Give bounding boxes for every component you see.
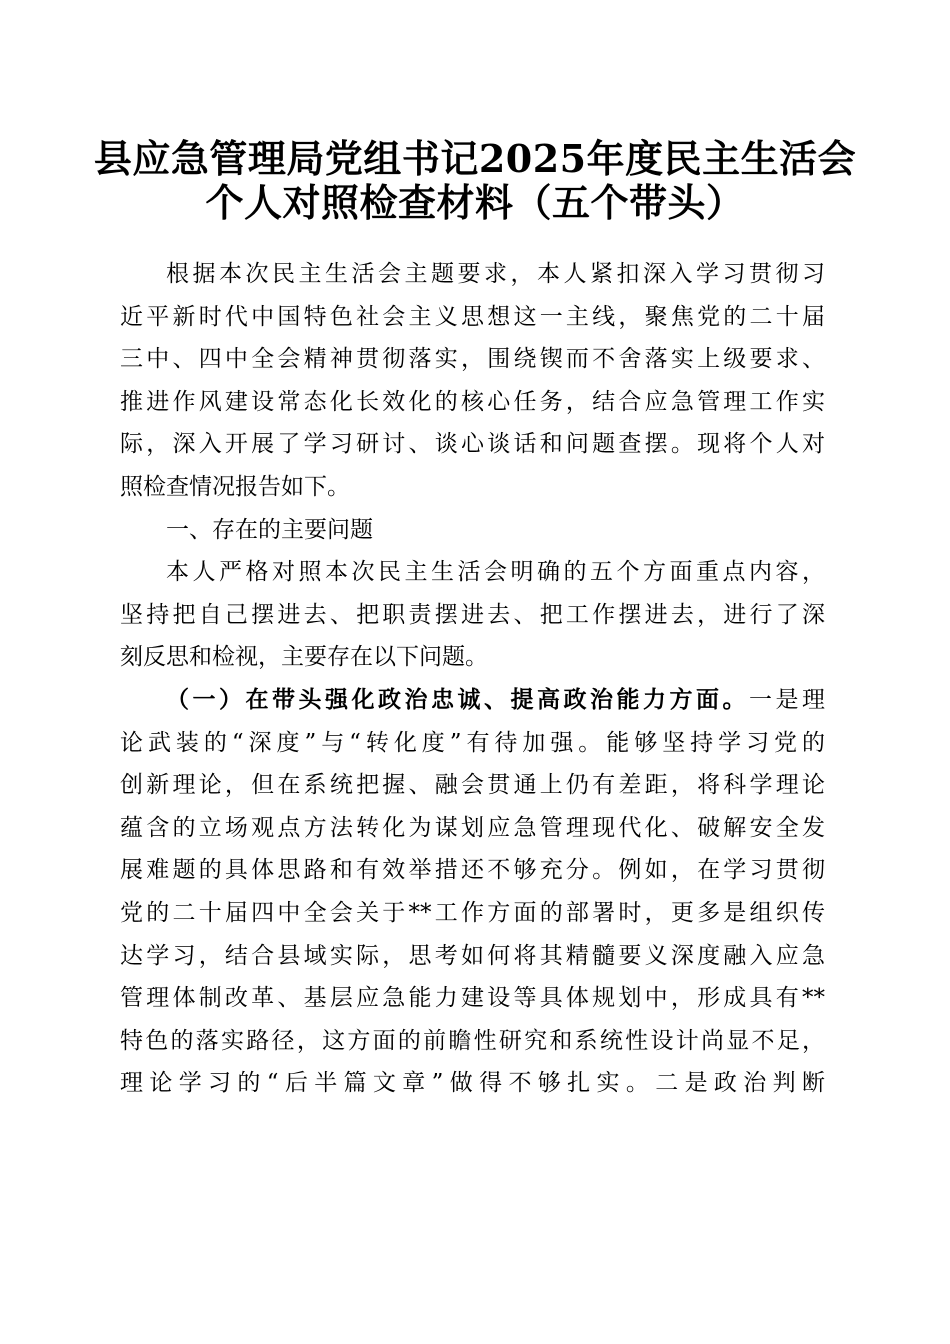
paragraph-1-line: 近平新时代中国特色社会主义思想这一主线，聚焦党的二十届 (120, 303, 825, 330)
paragraph-1-line: 际，深入开展了学习研讨、谈心谈话和问题查摆。现将个人对 (120, 431, 825, 458)
document-title-line-1: 县应急管理局党组书记2025年度民主生活会 (93, 136, 857, 181)
subsection-1-text: 一是理 (749, 686, 825, 713)
paragraph-3-line: 展难题的具体思路和有效举措还不够充分。例如，在学习贯彻 (120, 857, 825, 884)
section-1-heading: 一、存在的主要问题 (166, 516, 373, 543)
paragraph-3-line: 党的二十届四中全会关于**工作方面的部署时，更多是组织传 (120, 899, 825, 926)
paragraph-3-line: 创新理论，但在系统把握、融会贯通上仍有差距，将科学理论 (120, 772, 825, 799)
document-body (120, 253, 825, 1105)
paragraph-1-line: 推进作风建设常态化长效化的核心任务，结合应急管理工作实 (120, 388, 825, 415)
document-title-line-2: 个人对照检查材料（五个带头） (205, 180, 745, 225)
paragraph-3-line: 管理体制改革、基层应急能力建设等具体规划中，形成具有** (120, 985, 825, 1012)
paragraph-3-line: 论武装的“深度”与“转化度”有待加强。能够坚持学习党的 (120, 729, 825, 756)
paragraph-3-line: 蕴含的立场观点方法转化为谋划应急管理现代化、破解安全发 (120, 814, 825, 841)
paragraph-3-line: 理论学习的“后半篇文章”做得不够扎实。二是政治判断 (120, 1070, 825, 1097)
paragraph-3-line: 达学习，结合县域实际，思考如何将其精髓要义深度融入应急 (120, 942, 825, 969)
paragraph-1-line: 照检查情况报告如下。 (120, 473, 350, 500)
paragraph-1-line: 三中、四中全会精神贯彻落实，围绕锲而不舍落实上级要求、 (120, 346, 825, 373)
subsection-1-line (120, 679, 825, 722)
paragraph-2-line: 本人严格对照本次民主生活会明确的五个方面重点内容， (166, 559, 825, 586)
paragraph-1-line: 根据本次民主生活会主题要求，本人紧扣深入学习贯彻习 (166, 261, 825, 287)
paragraph-3-line: 特色的落实路径，这方面的前瞻性研究和系统性设计尚显不足， (120, 1027, 825, 1054)
paragraph-2-line: 刻反思和检视，主要存在以下问题。 (120, 644, 488, 671)
subsection-1-heading: （一）在带头强化政治忠诚、提高政治能力方面。 (166, 685, 749, 713)
paragraph-2-line: 坚持把自己摆进去、把职责摆进去、把工作摆进去，进行了深 (120, 601, 825, 628)
